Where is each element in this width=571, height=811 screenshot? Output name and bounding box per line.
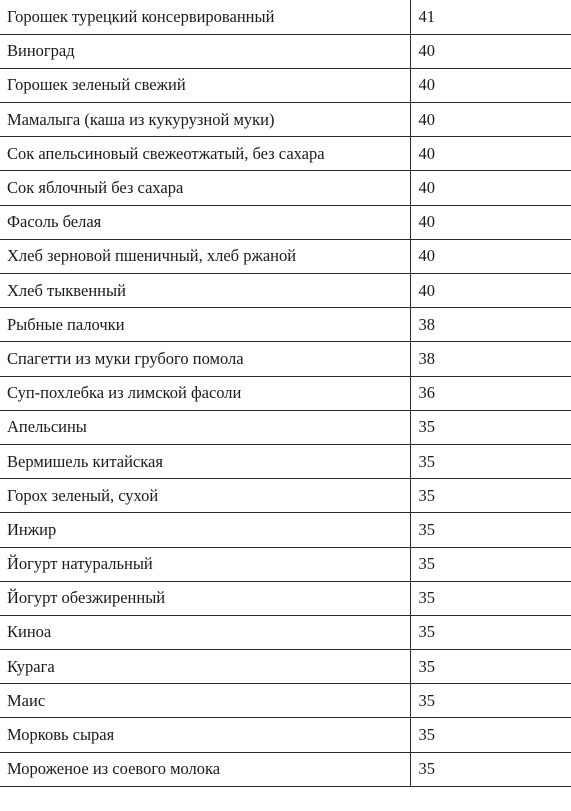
table-row (0, 513, 571, 547)
table-row (0, 479, 571, 513)
table-row (0, 547, 571, 581)
glycemic-index-cell: 38 (410, 308, 571, 342)
table-row (0, 68, 571, 102)
table-row (0, 684, 571, 718)
table-row (0, 752, 571, 786)
table-row (0, 615, 571, 649)
glycemic-index-cell: 40 (410, 103, 571, 137)
glycemic-index-cell: 40 (410, 205, 571, 239)
table-row (0, 410, 571, 444)
product-name-cell: Сок яблочный без сахара (0, 171, 410, 205)
product-name-cell: Киноа (0, 615, 410, 649)
product-name-cell: Мамалыга (каша из кукурузной муки) (0, 103, 410, 137)
glycemic-index-cell: 35 (410, 615, 571, 649)
product-name-cell: Курага (0, 650, 410, 684)
table-row (0, 718, 571, 752)
product-name-cell: Вермишель китайская (0, 444, 410, 478)
glycemic-index-cell: 40 (410, 68, 571, 102)
product-name-cell: Горошек турецкий консервированный (0, 0, 410, 34)
glycemic-index-cell: 35 (410, 513, 571, 547)
table-row (0, 239, 571, 273)
product-name-cell: Горошек зеленый свежий (0, 68, 410, 102)
glycemic-index-cell: 36 (410, 376, 571, 410)
product-name-cell: Спагетти из муки грубого помола (0, 342, 410, 376)
glycemic-index-cell: 35 (410, 581, 571, 615)
product-name-cell: Хлеб зерновой пшеничный, хлеб ржаной (0, 239, 410, 273)
table-row (0, 0, 571, 34)
glycemic-index-cell: 40 (410, 171, 571, 205)
table-row (0, 342, 571, 376)
glycemic-index-cell: 35 (410, 444, 571, 478)
glycemic-index-cell: 38 (410, 342, 571, 376)
glycemic-index-cell: 35 (410, 410, 571, 444)
product-name-cell: Апельсины (0, 410, 410, 444)
table-row (0, 581, 571, 615)
glycemic-index-cell: 35 (410, 547, 571, 581)
table-row (0, 171, 571, 205)
glycemic-index-cell: 35 (410, 479, 571, 513)
product-name-cell: Хлеб тыквенный (0, 274, 410, 308)
product-name-cell: Мороженое из соевого молока (0, 752, 410, 786)
table-row (0, 34, 571, 68)
table-row (0, 137, 571, 171)
product-name-cell: Йогурт натуральный (0, 547, 410, 581)
product-name-cell: Йогурт обезжиренный (0, 581, 410, 615)
glycemic-index-cell: 40 (410, 239, 571, 273)
table-row (0, 274, 571, 308)
product-name-cell: Маис (0, 684, 410, 718)
product-name-cell: Горох зеленый, сухой (0, 479, 410, 513)
product-name-cell: Фасоль белая (0, 205, 410, 239)
product-name-cell: Инжир (0, 513, 410, 547)
glycemic-index-cell: 41 (410, 0, 571, 34)
product-name-cell: Виноград (0, 34, 410, 68)
table-row (0, 444, 571, 478)
glycemic-index-cell: 40 (410, 34, 571, 68)
glycemic-index-cell: 35 (410, 684, 571, 718)
glycemic-index-cell: 35 (410, 718, 571, 752)
table-row (0, 205, 571, 239)
product-name-cell: Сок апельсиновый свежеотжатый, без сахара (0, 137, 410, 171)
glycemic-index-cell: 35 (410, 650, 571, 684)
glycemic-index-cell: 40 (410, 137, 571, 171)
product-name-cell: Суп-похлебка из лимской фасоли (0, 376, 410, 410)
table-row (0, 650, 571, 684)
table-row (0, 308, 571, 342)
product-name-cell: Морковь сырая (0, 718, 410, 752)
table-row (0, 103, 571, 137)
product-name-cell: Рыбные палочки (0, 308, 410, 342)
glycemic-index-cell: 35 (410, 752, 571, 786)
glycemic-index-cell: 40 (410, 274, 571, 308)
table-row (0, 376, 571, 410)
